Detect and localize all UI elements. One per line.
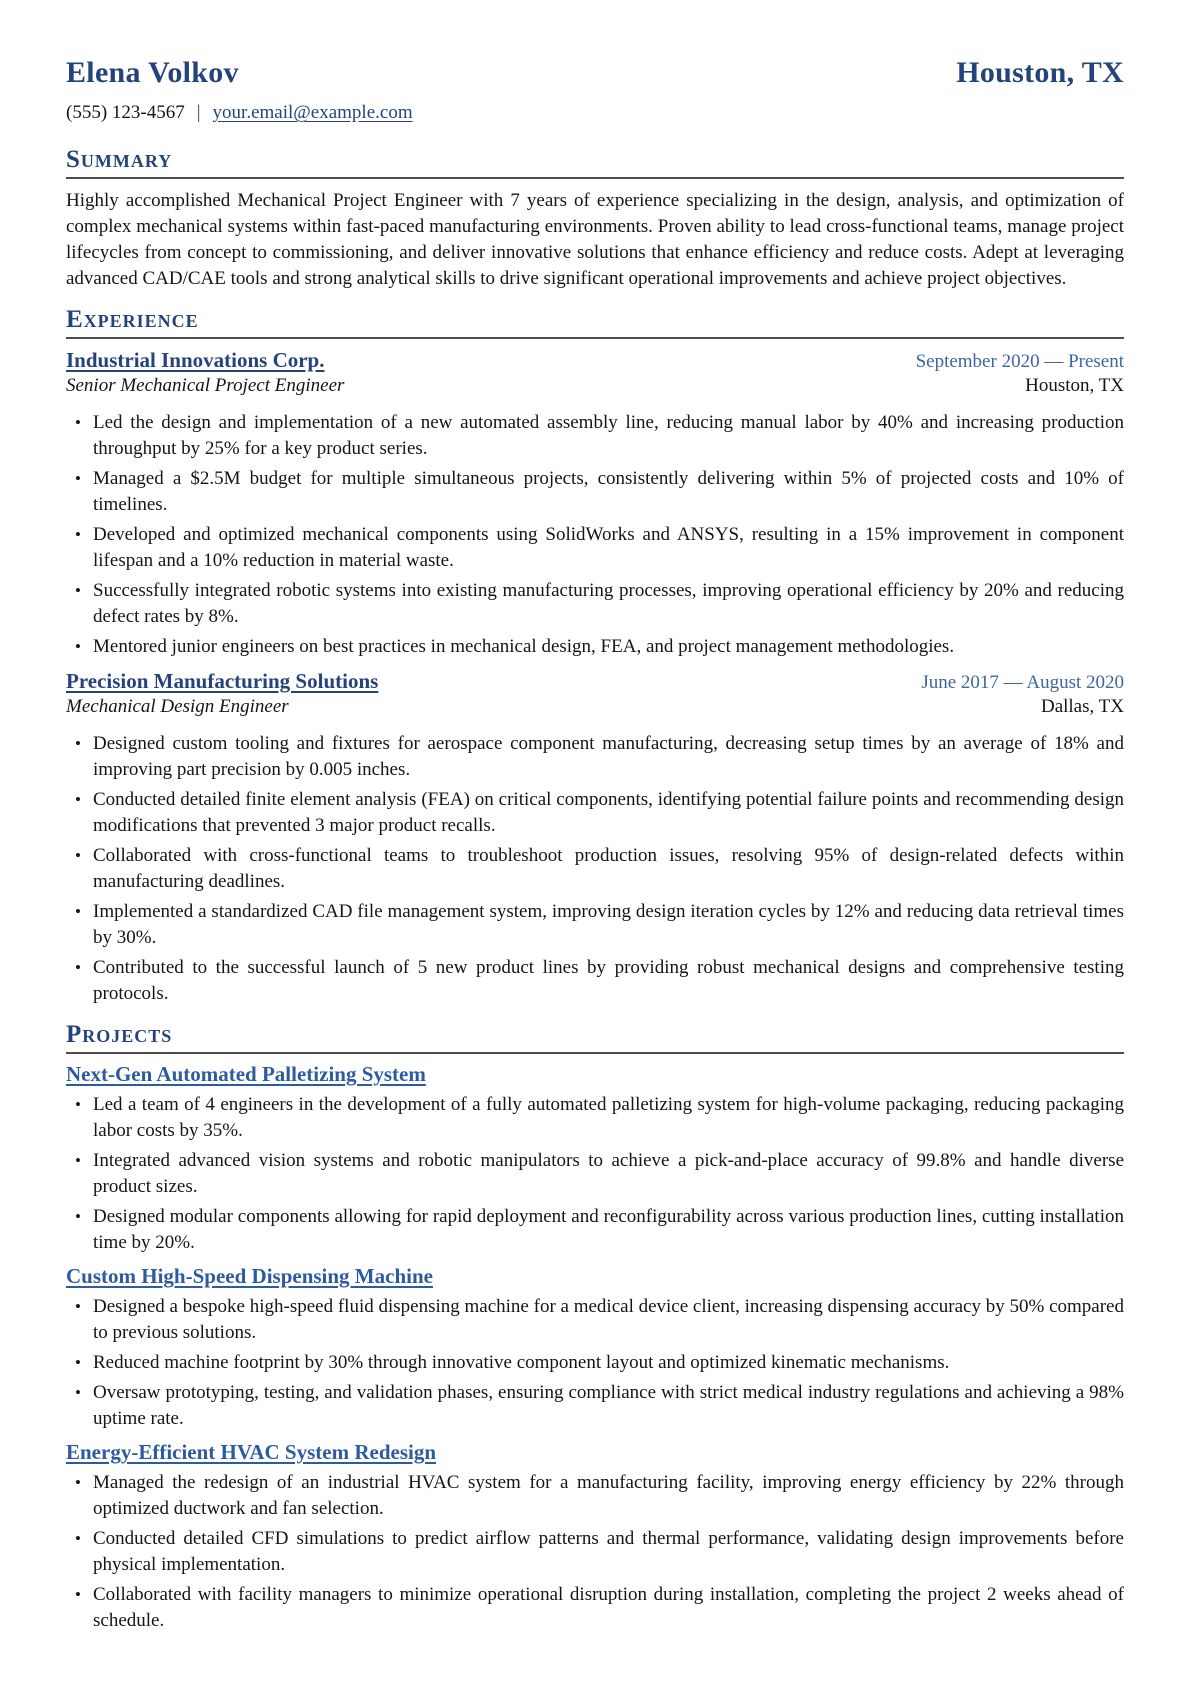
bullet-item: • Designed custom tooling and fixtures for aerospace component manufacturing, decreasing setup times by an average of 18% and improving part precision by 0.005 inches. (66, 731, 1124, 783)
job-entry (66, 669, 1124, 1007)
job-header-row (66, 669, 1124, 694)
bullet-item: • Successfully integrated robotic systems into existing manufacturing processes, improving operational efficiency by 20% and reducing defect rates by 8%. (66, 578, 1124, 630)
job-bullet-list (66, 731, 1124, 1007)
bullet-item: • Collaborated with facility managers to minimize operational disruption during installation, completing the project 2 weeks ahead of schedule. (66, 1582, 1124, 1634)
contact-separator: | (196, 102, 201, 123)
candidate-location: Houston, TX (956, 56, 1124, 89)
bullet-item: • Managed the redesign of an industrial HVAC system for a manufacturing facility, improving energy efficiency by 22% through optimized ductwork and fan selection. (66, 1470, 1124, 1522)
bullet-item: • Reduced machine footprint by 30% through innovative component layout and optimized kinematic mechanisms. (66, 1350, 1124, 1376)
bullet-item: • Designed a bespoke high-speed fluid dispensing machine for a medical device client, increasing dispensing accuracy by 50% compared to previous solutions. (66, 1294, 1124, 1346)
job-title: Mechanical Design Engineer (66, 696, 289, 717)
bullet-item: • Managed a $2.5M budget for multiple simultaneous projects, consistently delivering within 5% of projected costs and 10% of timelines. (66, 466, 1124, 518)
bullet-item: • Mentored junior engineers on best practices in mechanical design, FEA, and project management methodologies. (66, 634, 1124, 660)
summary-text: Highly accomplished Mechanical Project Engineer with 7 years of experience specializing in the design, analysis, and optimization of complex mechanical systems within fast-paced manufacturing environments. Proven ability to lead cross-functional teams, manage project lifecycles from concept to commissioning, and deliver innovative solutions that enhance efficiency and reduce costs. Adept at leveraging advanced CAD/CAE tools and strong analytical skills to drive significant operational improvements and achieve project objectives. (66, 190, 1124, 289)
bullet-item: • Contributed to the successful launch of 5 new product lines by providing robust mechanical designs and comprehensive testing protocols. (66, 955, 1124, 1007)
project-bullet-list (66, 1470, 1124, 1634)
bullet-item: • Conducted detailed finite element analysis (FEA) on critical components, identifying potential failure points and recommending design modifications that prevented 3 major product recalls. (66, 787, 1124, 839)
resume-header (66, 56, 1124, 90)
bullet-item: • Designed modular components allowing for rapid deployment and reconfigurability across various production lines, cutting installation time by 20%. (66, 1204, 1124, 1256)
job-subheader-row (66, 375, 1124, 397)
bullet-item: • Integrated advanced vision systems and robotic manipulators to achieve a pick-and-place accuracy of 99.8% and handle diverse product sizes. (66, 1148, 1124, 1200)
bullet-item: • Developed and optimized mechanical components using SolidWorks and ANSYS, resulting in a 15% improvement in component lifespan and a 10% reduction in material waste. (66, 522, 1124, 574)
bullet-item: • Led the design and implementation of a new automated assembly line, reducing manual labor by 40% and increasing production throughput by 25% for a key product series. (66, 410, 1124, 462)
job-header-row (66, 348, 1124, 373)
project-title: Custom High-Speed Dispensing Machine (66, 1264, 433, 1288)
projects-section-heading: Projects (66, 1021, 1124, 1054)
experience-section-heading: Experience (66, 306, 1124, 339)
bullet-item: • Implemented a standardized CAD file management system, improving design iteration cycles by 12% and reducing data retrieval times by 30%. (66, 899, 1124, 951)
contact-line (66, 102, 1124, 124)
project-entry (66, 1062, 1124, 1256)
job-dates: September 2020 — Present (915, 351, 1124, 372)
project-bullet-list (66, 1092, 1124, 1256)
job-location: Houston, TX (1025, 375, 1124, 396)
email-link[interactable]: your.email@example.com (212, 102, 413, 123)
job-dates: June 2017 — August 2020 (921, 672, 1124, 693)
summary-section-heading: Summary (66, 146, 1124, 179)
company-name: Precision Manufacturing Solutions (66, 669, 379, 693)
bullet-item: • Led a team of 4 engineers in the development of a fully automated palletizing system for high-volume packaging, reducing packaging labor costs by 35%. (66, 1092, 1124, 1144)
job-title: Senior Mechanical Project Engineer (66, 375, 345, 396)
bullet-item: • Oversaw prototyping, testing, and validation phases, ensuring compliance with strict medical industry regulations and achieving a 98% uptime rate. (66, 1380, 1124, 1432)
company-name: Industrial Innovations Corp. (66, 348, 325, 372)
project-title: Next-Gen Automated Palletizing System (66, 1062, 426, 1086)
job-subheader-row (66, 696, 1124, 718)
project-entry (66, 1264, 1124, 1432)
candidate-name: Elena Volkov (66, 56, 239, 89)
phone-number: (555) 123-4567 (66, 102, 185, 123)
project-title: Energy-Efficient HVAC System Redesign (66, 1440, 437, 1464)
project-entry (66, 1440, 1124, 1634)
job-location: Dallas, TX (1040, 696, 1124, 717)
project-bullet-list (66, 1294, 1124, 1432)
bullet-item: • Conducted detailed CFD simulations to predict airflow patterns and thermal performance, validating design improvements before physical implementation. (66, 1526, 1124, 1578)
job-entry (66, 348, 1124, 660)
bullet-item: • Collaborated with cross-functional teams to troubleshoot production issues, resolving 95% of design-related defects within manufacturing deadlines. (66, 843, 1124, 895)
job-bullet-list (66, 410, 1124, 660)
